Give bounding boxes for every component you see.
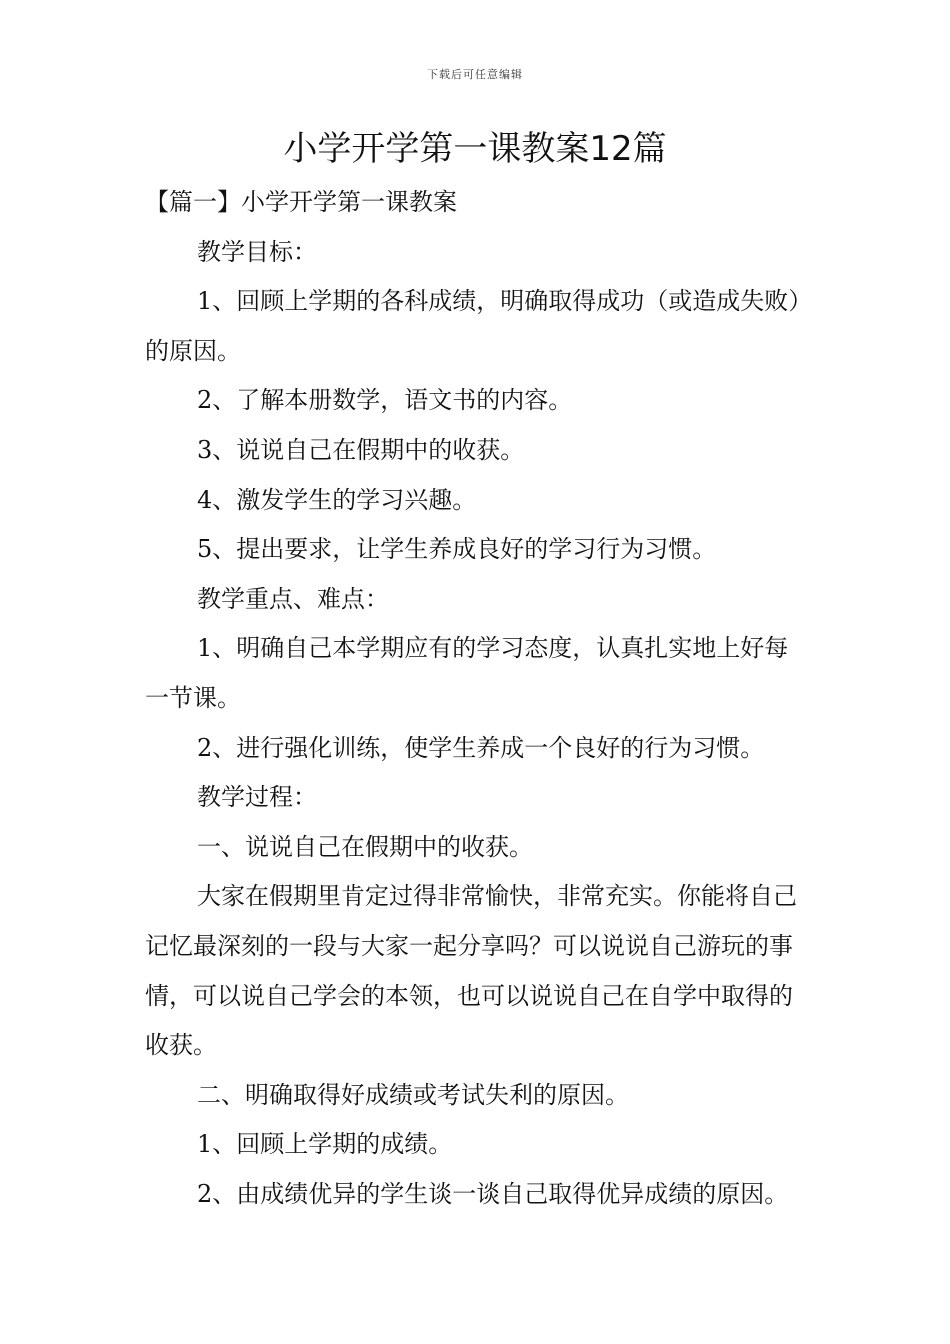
section-heading: 【篇一】小学开学第一课教案 — [145, 188, 457, 216]
paragraph: 教学过程： — [197, 783, 317, 812]
paragraph: 3、说说自己在假期中的收获。 — [197, 435, 525, 464]
document-body — [145, 178, 810, 1219]
paragraph: 1、明确自己本学期应有的学习态度，认真扎实地上好每一节课。 — [145, 634, 789, 712]
paragraph: 1、回顾上学期的各科成绩，明确取得成功（或造成失败）的原因。 — [145, 287, 801, 365]
paragraph: 4、激发学生的学习兴趣。 — [197, 485, 477, 514]
paragraph: 1、回顾上学期的成绩。 — [197, 1130, 453, 1159]
paragraph: 大家在假期里肯定过得非常愉快，非常充实。你能将自己记忆最深刻的一段与大家一起分享吗？可以说说自己游玩的事情，可以说自己学会的本领，也可以说说自己在自学中取得的收获。 — [145, 882, 797, 1060]
document-title: 小学开学第一课教案12篇 — [283, 129, 667, 169]
paragraph: 二、明确取得好成绩或考试失利的原因。 — [197, 1080, 629, 1109]
paragraph: 教学目标： — [197, 237, 317, 266]
paragraph: 2、了解本册数学，语文书的内容。 — [197, 386, 573, 415]
page-header-note: 下载后可任意编辑 — [427, 68, 523, 81]
paragraph: 一、说说自己在假期中的收获。 — [197, 832, 533, 861]
paragraph: 2、由成绩优异的学生谈一谈自己取得优异成绩的原因。 — [197, 1179, 789, 1208]
paragraph: 教学重点、难点： — [197, 584, 389, 613]
paragraph: 2、进行强化训练，使学生养成一个良好的行为习惯。 — [197, 733, 765, 762]
paragraph: 5、提出要求，让学生养成良好的学习行为习惯。 — [197, 535, 717, 564]
